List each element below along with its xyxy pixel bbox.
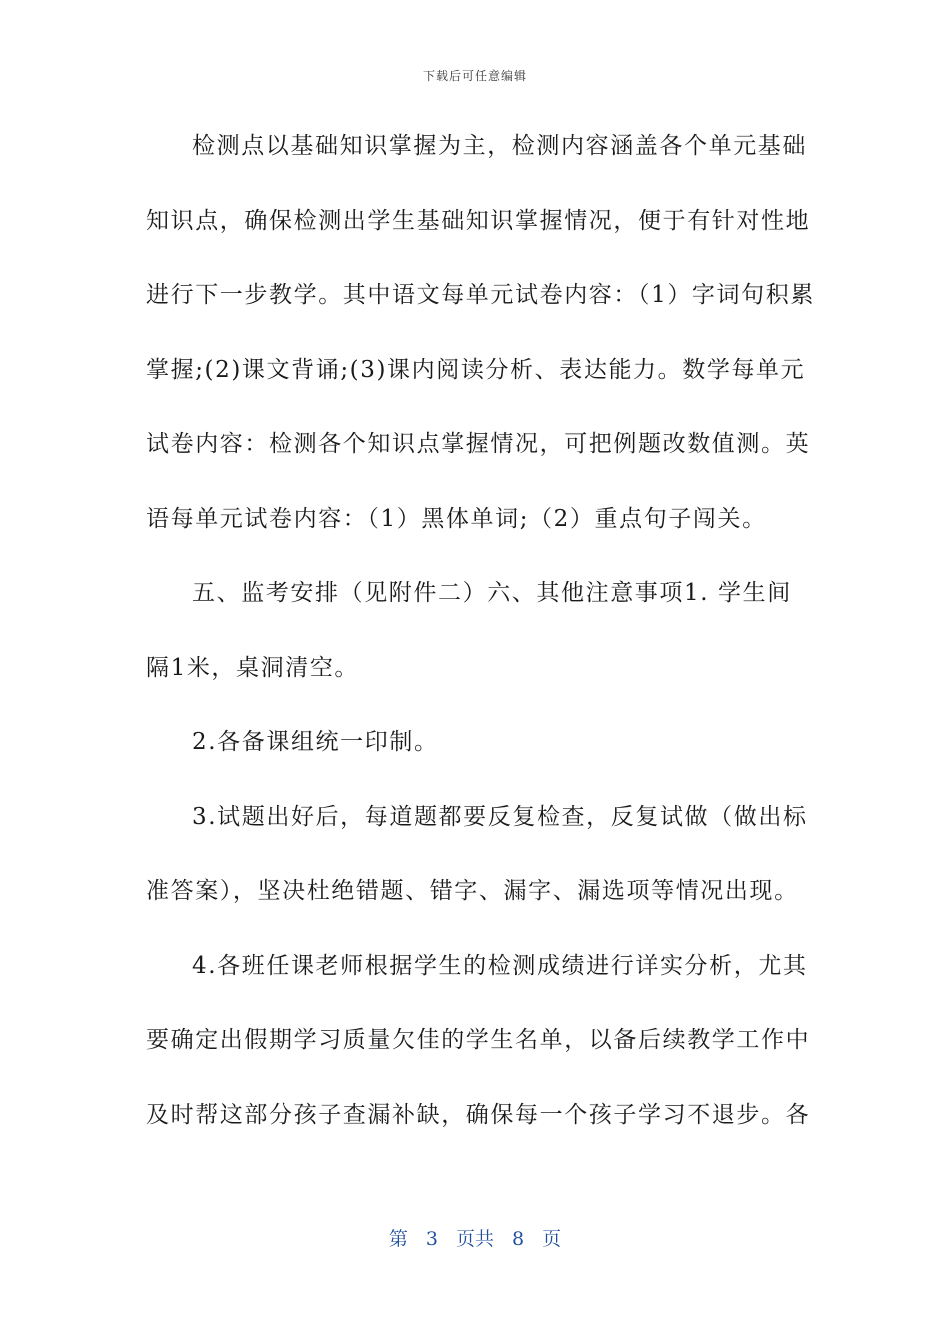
paragraph-line: 2.各备课组统一印制。 [192, 729, 439, 755]
paragraph-line: 进行下一步教学。其中语文每单元试卷内容：（1）字词句积累 [146, 282, 815, 308]
paragraph-line: 及时帮这部分孩子查漏补缺，确保每一个孩子学习不退步。各 [146, 1101, 811, 1128]
paragraph-line: 准答案），坚决杜绝错题、错字、漏字、漏选项等情况出现。 [146, 878, 799, 904]
paragraph-line: 掌握;(2)课文背诵;(3)课内阅读分析、表达能力。数学每单元 [146, 356, 806, 383]
paragraph-line: 知识点，确保检测出学生基础知识掌握情况，便于有针对性地 [146, 207, 811, 234]
page-prefix: 第 [388, 1228, 408, 1250]
paragraph-line: 试卷内容：检测各个知识点掌握情况，可把例题改数值测。英 [146, 431, 811, 457]
paragraph-line: 4.各班任课老师根据学生的检测成绩进行详实分析，尤其 [192, 952, 808, 979]
document-body [146, 122, 815, 1165]
page-header: 下载后可任意编辑 [422, 69, 527, 83]
page-suffix: 页 [542, 1228, 562, 1250]
paragraph-line: 五、监考安排（见附件二）六、其他注意事项1. 学生间 [192, 580, 792, 606]
paragraph-line: 检测点以基础知识掌握为主，检测内容涵盖各个单元基础 [192, 133, 807, 159]
paragraph-line: 3.试题出好后，每道题都要反复检查，反复试做（做出标 [192, 803, 808, 830]
paragraph-line: 语每单元试卷内容：（1）黑体单词;（2）重点句子闯关。 [146, 505, 767, 532]
current-page-number: 3 [425, 1228, 438, 1250]
paragraph-line: 隔1米，桌洞清空。 [146, 654, 360, 681]
page-middle: 页共 [455, 1228, 494, 1250]
paragraph-line: 要确定出假期学习质量欠佳的学生名单，以备后续教学工作中 [146, 1027, 811, 1053]
total-pages-number: 8 [512, 1228, 525, 1250]
page-footer [0, 1224, 950, 1251]
